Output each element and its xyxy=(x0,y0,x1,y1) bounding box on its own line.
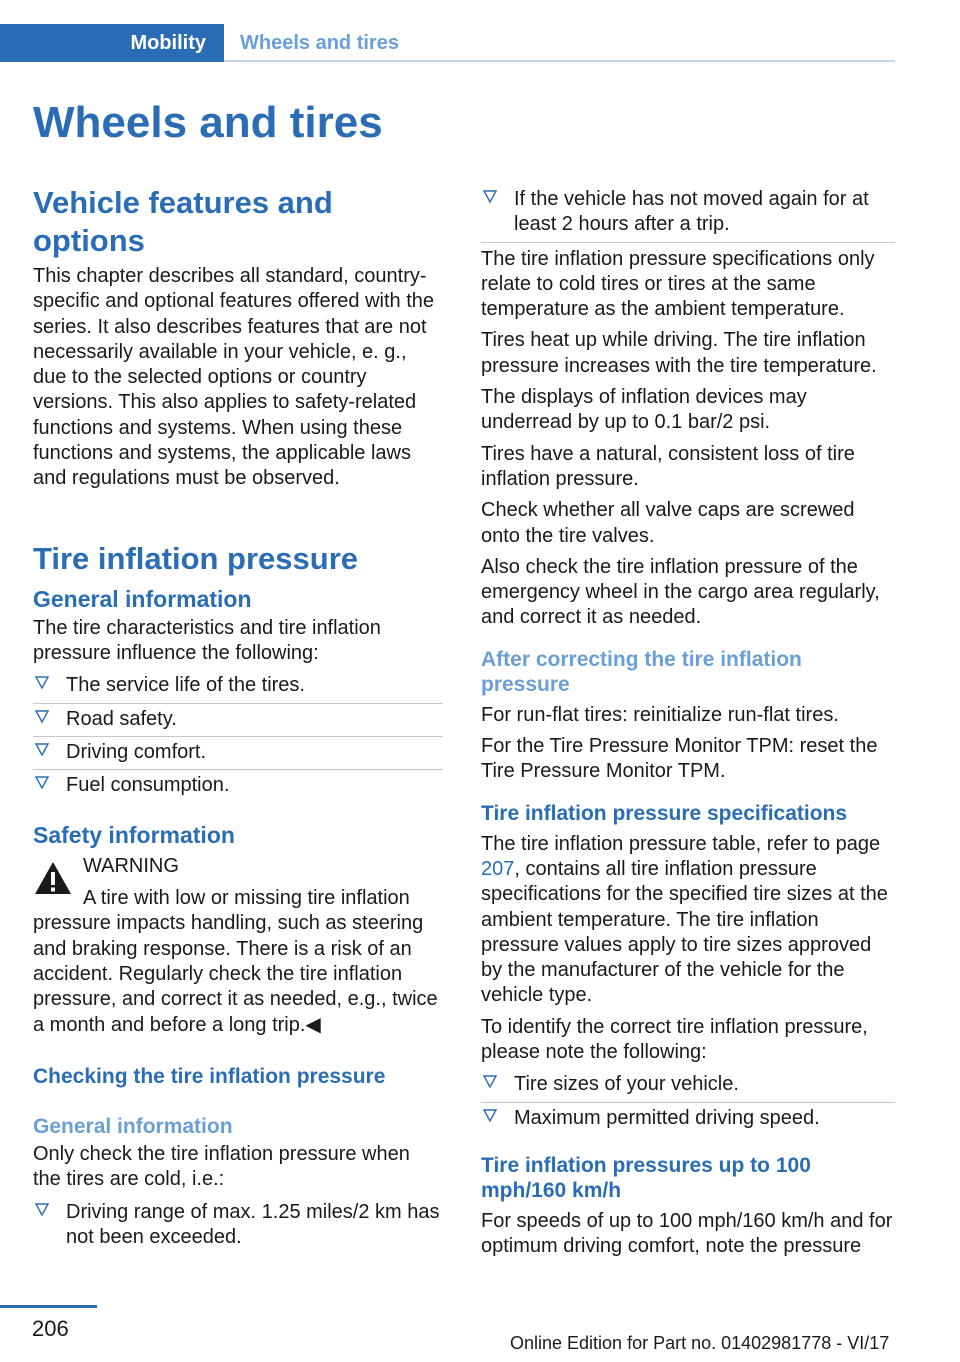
paragraph-specifications xyxy=(481,832,895,1009)
paragraph-checking: Only check the tire inflation pressure when the tires are cold, i.e.: xyxy=(33,1142,410,1191)
checking-list-cont xyxy=(481,184,895,243)
heading-after-correcting: After correcting the tire inflation pressure xyxy=(481,647,802,696)
paragraph-identify: To identify the correct tire inflation pressure, please note the following: xyxy=(481,1015,868,1064)
header-divider xyxy=(224,60,895,62)
triangle-bullet-icon xyxy=(35,675,49,689)
triangle-bullet-icon xyxy=(35,742,49,756)
header-section-label: Mobility xyxy=(130,31,206,54)
right-column xyxy=(481,184,895,1260)
header-chapter-tab[interactable] xyxy=(240,24,399,62)
paragraph-general-information: The tire characteristics and tire inflation pressure influence the following: xyxy=(33,616,381,664)
list-item-text: Driving comfort. xyxy=(66,740,207,763)
triangle-bullet-icon xyxy=(35,709,49,723)
heading-checking-pressure: Checking the tire inflation pressure xyxy=(33,1064,386,1088)
list-item xyxy=(481,1103,895,1135)
warning-text: pressure impacts handling, such as steering and braking response. There is a risk of an accident. Regularly check the tire inflation pressure, and correct it as needed, e.g., twice a month and before a long trip.◀ xyxy=(33,912,438,1036)
paragraph-emergency-wheel: Also check the tire inflation pressure of the emergency wheel in the cargo area regularly, and correct it as needed. xyxy=(481,555,880,629)
list-item xyxy=(481,1069,895,1102)
general-list xyxy=(33,670,443,802)
list-item-text: Tire sizes of your vehicle. xyxy=(514,1073,739,1096)
checking-list xyxy=(33,1197,443,1255)
edition-text: Online Edition for Part no. 01402981778 - VI/17 xyxy=(510,1333,890,1353)
list-item xyxy=(33,770,443,802)
paragraph-vehicle-features: This chapter describes all standard, country-specific and optional features offered with the series. It also describes features that are not necessarily available in your vehicle, e. g., due to the selected options or country versions. This also applies to safety-related functions and systems. When using these functions and systems, the applicable laws and regulations must be observed. xyxy=(33,265,434,490)
paragraph-tpm: For the Tire Pressure Monitor TPM: reset the Tire Pressure Monitor TPM. xyxy=(481,735,878,783)
heading-specifications: Tire inflation pressure specifications xyxy=(481,801,848,825)
list-item xyxy=(33,670,443,703)
triangle-bullet-icon xyxy=(483,1074,497,1088)
list-item-text: Driving range of max. 1.25 miles/2 km has not been exceeded. xyxy=(66,1200,440,1248)
heading-tire-inflation-pressure: Tire inflation pressure xyxy=(33,540,359,576)
paragraph-heat-up: Tires heat up while driving. The tire inflation pressure increases with the tire temperature. xyxy=(481,329,877,377)
list-item xyxy=(481,184,895,243)
list-item-text: If the vehicle has not moved again for at least 2 hours after a trip. xyxy=(514,188,869,236)
list-item-text: Maximum permitted driving speed. xyxy=(514,1106,820,1129)
header-section-tab[interactable] xyxy=(0,24,224,62)
paragraph-underread: The displays of inflation devices may underread by up to 0.1 bar/2 psi. xyxy=(481,386,807,434)
left-column xyxy=(33,184,443,1254)
page-title: Wheels and tires xyxy=(33,98,383,147)
triangle-bullet-icon xyxy=(35,1202,49,1216)
warning-text-first: A tire with low or missing tire inflation xyxy=(83,887,410,910)
paragraph-run-flat: For run-flat tires: reinitialize run-flat tires. xyxy=(481,703,839,726)
triangle-bullet-icon xyxy=(35,775,49,789)
list-item-text: Fuel consumption. xyxy=(66,774,230,797)
warning-label: WARNING xyxy=(83,855,179,878)
header-chapter-label: Wheels and tires xyxy=(240,31,399,54)
list-item-text: Road safety. xyxy=(66,707,177,730)
footer-divider xyxy=(0,1305,97,1308)
paragraph-cold-tires: The tire inflation pressure specifications only relate to cold tires or tires at the same temperature as the ambient temperature. xyxy=(481,247,875,321)
triangle-bullet-icon xyxy=(483,1108,497,1122)
specs-text-a: The tire inflation pressure table, refer to page xyxy=(481,832,881,855)
identify-list xyxy=(481,1069,895,1135)
heading-checking-general: General information xyxy=(33,1114,233,1138)
page-reference-link[interactable]: 207 xyxy=(481,857,515,880)
list-item xyxy=(33,737,443,770)
heading-general-information: General information xyxy=(33,585,252,612)
list-item xyxy=(33,1197,443,1255)
heading-safety-information: Safety information xyxy=(33,822,235,849)
warning-block xyxy=(33,854,443,1037)
paragraph-natural-loss: Tires have a natural, consistent loss of tire inflation pressure. xyxy=(481,442,855,490)
paragraph-valve-caps: Check whether all valve caps are screwed onto the tire valves. xyxy=(481,499,855,547)
list-item-text: The service life of the tires. xyxy=(66,674,305,697)
heading-vehicle-features: Vehicle features and options xyxy=(33,185,333,258)
paragraph-pressures-up-to: For speeds of up to 100 mph/160 km/h and for optimum driving comfort, note the pressure xyxy=(481,1209,893,1258)
triangle-bullet-icon xyxy=(483,189,497,203)
specs-text-b: , contains all tire inflation pressure specifications for the specified tire sizes at the ambient temperature. The tire inflation pressure values apply to tire sizes approved by the manufacturer of the vehicle for the vehicle type. xyxy=(481,857,888,1007)
page-number: 206 xyxy=(32,1316,69,1341)
list-item xyxy=(33,704,443,737)
warning-triangle-icon xyxy=(33,860,73,898)
heading-pressures-up-to: Tire inflation pressures up to 100 mph/160 km/h xyxy=(481,1153,811,1202)
